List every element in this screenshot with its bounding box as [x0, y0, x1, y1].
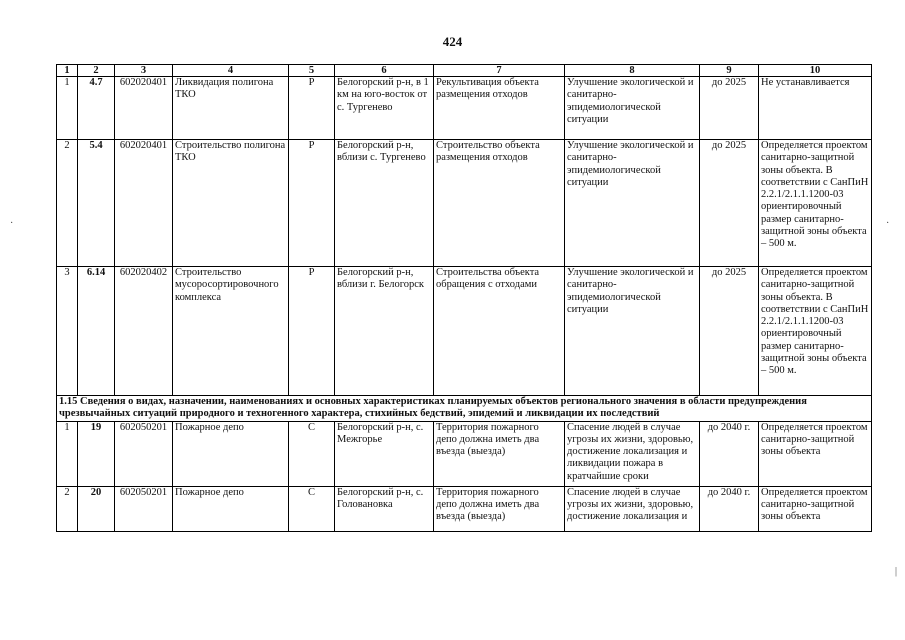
table-row: [57, 140, 872, 267]
object-name: Ликвидация полигона ТКО: [173, 77, 289, 140]
object-zone: Определяется проектом санитарно-защитной зоны объекта. В соответствии с СанПиН 2.2.1/2.1.1.1200-03 ориентировочный размер санитарно-защитной зоны объекта – 500 м.: [759, 140, 872, 267]
row-index: 2: [57, 486, 78, 531]
row-index: 1: [57, 421, 78, 486]
object-goal: Улучшение экологической и санитарно-эпидемиологической ситуации: [565, 77, 700, 140]
header-row: [57, 65, 872, 77]
object-status: Р: [289, 77, 335, 140]
column-header: 6: [335, 65, 434, 77]
object-number: 20: [78, 486, 115, 531]
object-purpose: Строительство объекта размещения отходов: [434, 140, 565, 267]
object-deadline: до 2025: [700, 140, 759, 267]
object-location: Белогорский р-н, с. Головановка: [335, 486, 434, 531]
object-zone: Определяется проектом санитарно-защитной зоны объекта: [759, 421, 872, 486]
column-header: 10: [759, 65, 872, 77]
row-index: 1: [57, 77, 78, 140]
object-name: Пожарное депо: [173, 486, 289, 531]
object-goal: Спасение людей в случае угрозы их жизни, здоровью, достижение локализация и: [565, 486, 700, 531]
object-status: Р: [289, 140, 335, 267]
object-status: Р: [289, 267, 335, 396]
object-purpose: Рекультивация объекта размещения отходов: [434, 77, 565, 140]
object-number: 6.14: [78, 267, 115, 396]
scan-mark: |: [895, 566, 898, 577]
object-code: 602020401: [115, 140, 173, 267]
object-zone: Определяется проектом санитарно-защитной зоны объекта. В соответствии с СанПиН 2.2.1/2.1.1.1200-03 ориентировочный размер санитарно-защитной зоны объекта – 500 м.: [759, 267, 872, 396]
object-deadline: до 2040 г.: [700, 421, 759, 486]
column-header: 7: [434, 65, 565, 77]
object-name: Пожарное депо: [173, 421, 289, 486]
object-location: Белогорский р-н, с. Межгорье: [335, 421, 434, 486]
object-code: 602050201: [115, 486, 173, 531]
object-purpose: Территория пожарного депо должна иметь два въезда (выезда): [434, 421, 565, 486]
column-header: 5: [289, 65, 335, 77]
object-deadline: до 2040 г.: [700, 486, 759, 531]
column-header: 9: [700, 65, 759, 77]
object-code: 602020402: [115, 267, 173, 396]
object-purpose: Строительства объекта обращения с отходами: [434, 267, 565, 396]
object-number: 19: [78, 421, 115, 486]
object-status: С: [289, 421, 335, 486]
section-row: [57, 396, 872, 422]
object-name: Строительство мусоросортировочного комплекса: [173, 267, 289, 396]
column-header: 1: [57, 65, 78, 77]
column-header: 8: [565, 65, 700, 77]
object-deadline: до 2025: [700, 267, 759, 396]
object-deadline: до 2025: [700, 77, 759, 140]
table-row: [57, 267, 872, 396]
object-location: Белогорский р-н, вблизи г. Белогорск: [335, 267, 434, 396]
object-number: 5.4: [78, 140, 115, 267]
column-header: 4: [173, 65, 289, 77]
object-location: Белогорский р-н, в 1 км на юго-восток от с. Тургенево: [335, 77, 434, 140]
scan-mark: ·: [886, 218, 890, 229]
table-row: [57, 421, 872, 486]
row-index: 2: [57, 140, 78, 267]
object-goal: Улучшение экологической и санитарно-эпидемиологической ситуации: [565, 140, 700, 267]
object-goal: Улучшение экологической и санитарно-эпидемиологической ситуации: [565, 267, 700, 396]
objects-table: [56, 64, 872, 532]
object-name: Строительство полигона ТКО: [173, 140, 289, 267]
object-status: С: [289, 486, 335, 531]
column-header: 2: [78, 65, 115, 77]
object-number: 4.7: [78, 77, 115, 140]
object-zone: Определяется проектом санитарно-защитной зоны объекта: [759, 486, 872, 531]
object-code: 602020401: [115, 77, 173, 140]
scan-mark: ·: [10, 218, 14, 229]
object-code: 602050201: [115, 421, 173, 486]
object-location: Белогорский р-н, вблизи с. Тургенево: [335, 140, 434, 267]
object-goal: Спасение людей в случае угрозы их жизни, здоровью, достижение локализация и ликвидации пожара в кратчайшие сроки: [565, 421, 700, 486]
object-purpose: Территория пожарного депо должна иметь два въезда (выезда): [434, 486, 565, 531]
row-index: 3: [57, 267, 78, 396]
object-zone: Не устанавливается: [759, 77, 872, 140]
table-row: [57, 77, 872, 140]
section-title: 1.15 Сведения о видах, назначении, наименованиях и основных характеристиках планируемых объектов регионального значения в области предупреждения чрезвычайных ситуаций природного и техногенного характера, стихийных бедствий, эпидемий и ликвидации их последствий: [57, 396, 872, 422]
table-row: [57, 486, 872, 531]
page-number: 424: [442, 34, 463, 49]
column-header: 3: [115, 65, 173, 77]
